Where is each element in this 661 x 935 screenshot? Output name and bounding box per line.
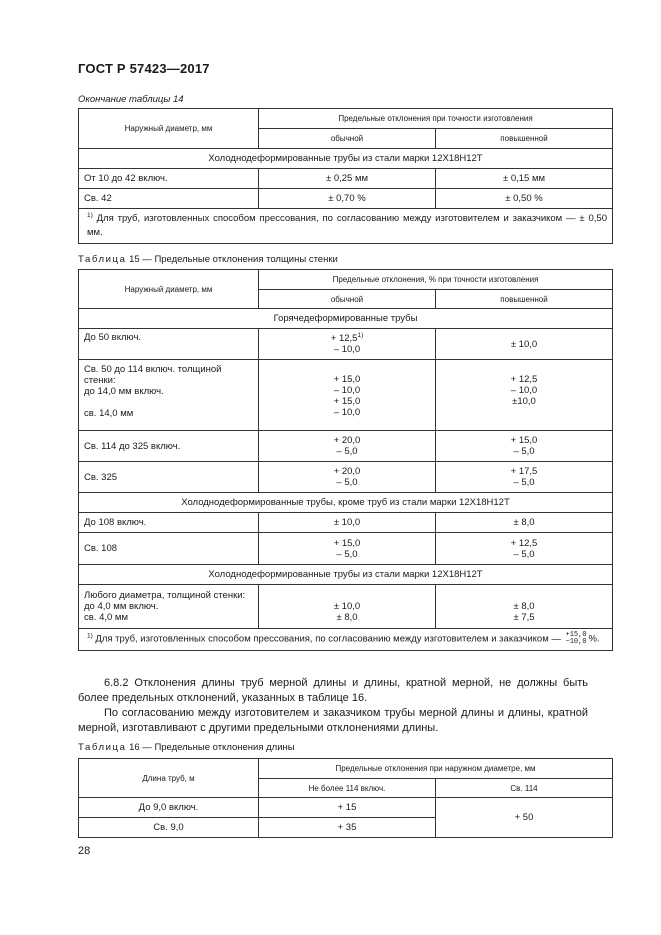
value-plus: + 12,5 — [330, 333, 358, 344]
caption-text: 16 — Предельные отклонения длины — [129, 742, 295, 753]
table-cell: ± 0,50 % — [436, 189, 613, 209]
footnote-mark: 1) — [87, 212, 93, 219]
row-label-line: до 14,0 мм включ. — [84, 386, 164, 397]
table-cell — [259, 360, 436, 431]
table-cell — [259, 462, 436, 493]
table-16-header-large: Св. 114 — [436, 779, 613, 798]
tolerance-fraction — [566, 632, 587, 646]
table-cell — [79, 585, 259, 629]
table-cell — [259, 329, 436, 360]
table-cell: Св. 325 — [79, 462, 259, 493]
table-cell — [259, 585, 436, 629]
table-15-header-diameter: Наружный диаметр, мм — [79, 270, 259, 309]
table-cell: До 108 включ. — [79, 513, 259, 533]
page-number: 28 — [78, 845, 91, 857]
value-line: + 15,0 — [333, 396, 361, 407]
table-row — [79, 431, 613, 462]
table-14 — [78, 108, 613, 244]
tolerance-lower: −10,0 — [565, 638, 587, 646]
table-14-section: Холоднодеформированные трубы из стали марки 12Х18Н12Т — [79, 149, 613, 169]
table-row — [79, 533, 613, 565]
table-15-header-normal: обычной — [259, 290, 436, 309]
table-14-header-diameter: Наружный диаметр, мм — [79, 109, 259, 149]
table-15-section-cold: Холоднодеформированные трубы из стали марки 12Х18Н12Т — [79, 565, 613, 585]
value-minus: – 10,0 — [333, 344, 361, 355]
table-cell: Св. 42 — [79, 189, 259, 209]
paragraph: 6.8.2 Отклонения длины труб мерной длины и длины, кратной мерной, не должны быть более предельных отклонений, указанных в таблице 16. — [78, 677, 588, 704]
tolerance-upper: +15,0 — [565, 631, 587, 639]
value-line: – 5,0 — [336, 548, 358, 560]
table-cell: До 50 включ. — [79, 329, 259, 360]
table-cell: ± 10,0 — [259, 513, 436, 533]
table-15 — [78, 269, 613, 651]
value-line: – 5,0 — [336, 446, 358, 457]
document-header-title: ГОСТ Р 57423—2017 — [78, 61, 210, 76]
table-row — [79, 189, 613, 209]
footnote-text: Для труб, изготовленных способом прессования, по согласованию между изготовителем и заказчиком — ± 0,50 мм. — [87, 213, 607, 238]
table-cell: До 9,0 включ. — [79, 798, 259, 818]
table-14-header-high: повышенной — [436, 129, 613, 149]
value-line: – 5,0 — [513, 548, 535, 560]
table-cell — [436, 462, 613, 493]
value-line: + 20,0 — [333, 466, 361, 477]
table-15-section-hot: Горячедеформированные трубы — [79, 309, 613, 329]
value-line: – 10,0 — [510, 385, 538, 396]
value-line: ±10,0 — [512, 396, 536, 407]
table-cell — [436, 431, 613, 462]
table-cell: ± 10,0 — [436, 329, 613, 360]
table-15-footnote — [79, 629, 613, 651]
caption-word: Таблица — [78, 742, 127, 753]
table-row — [79, 513, 613, 533]
value-line: ± 7,5 — [513, 612, 535, 623]
footnote-mark: 1) — [87, 632, 93, 640]
table-cell: От 10 до 42 включ. — [79, 169, 259, 189]
row-label-line: св. 4,0 мм — [84, 612, 128, 623]
table-cell: ± 0,15 мм — [436, 169, 613, 189]
value-line: – 10,0 — [333, 407, 361, 418]
table-cell — [436, 585, 613, 629]
row-label-line: Св. 50 до 114 включ. толщиной стенки: — [84, 364, 222, 386]
table-14-caption: Окончание таблицы 14 — [78, 94, 184, 105]
table-row — [79, 585, 613, 629]
section-6-8-2 — [78, 676, 588, 736]
value-line: + 15,0 — [510, 435, 538, 446]
row-label-line: до 4,0 мм включ. — [84, 601, 159, 612]
value-line: ± 8,0 — [336, 612, 358, 623]
table-15-header-group: Предельные отклонения, % при точности изготовления — [259, 270, 613, 290]
paragraph: По согласованию между изготовителем и заказчиком трубы мерной длины и длины, кратной мерной, изготавливают с другими предельными отклонениями длины. — [78, 707, 588, 734]
table-cell: + 50 — [436, 798, 613, 838]
table-cell: ± 0,25 мм — [259, 169, 436, 189]
table-cell: Св. 114 до 325 включ. — [79, 431, 259, 462]
footnote-mark: 1) — [357, 332, 364, 339]
table-16-header-small: Не более 114 включ. — [259, 779, 436, 798]
table-15-caption — [78, 254, 338, 265]
value-line: + 12,5 — [510, 537, 538, 549]
table-cell: + 35 — [259, 818, 436, 838]
value-line: – 10,0 — [333, 385, 361, 396]
value-line: – 5,0 — [513, 477, 535, 488]
table-15-header-high: повышенной — [436, 290, 613, 309]
value-line: + 20,0 — [333, 435, 361, 446]
table-row — [79, 798, 613, 818]
table-row — [79, 169, 613, 189]
footnote-text: Для труб, изготовленных способом прессования, по согласованию между изготовителем и заказчиком — — [95, 633, 561, 645]
table-row — [79, 329, 613, 360]
table-14-footnote — [79, 209, 613, 244]
value-line: + 15,0 — [333, 537, 361, 549]
row-label-line: св. 14,0 мм — [84, 408, 134, 419]
table-16-header-group: Предельные отклонения при наружном диаметре, мм — [259, 759, 613, 779]
table-cell — [259, 533, 436, 565]
table-row — [79, 462, 613, 493]
value-line: + 15,0 — [333, 374, 361, 385]
table-cell: ± 0,70 % — [259, 189, 436, 209]
table-16-header-length: Длина труб, м — [79, 759, 259, 798]
value-line: + 12,5 — [510, 374, 538, 385]
table-16-caption — [78, 742, 295, 753]
caption-text: 15 — Предельные отклонения толщины стенки — [129, 254, 338, 265]
value-line: + 17,5 — [510, 466, 538, 477]
value-line: ± 10,0 — [333, 601, 361, 612]
table-row — [79, 360, 613, 431]
table-cell: Св. 9,0 — [79, 818, 259, 838]
table-14-header-group: Предельные отклонения при точности изготовления — [259, 109, 613, 129]
table-cell — [436, 533, 613, 565]
table-16 — [78, 758, 613, 838]
table-14-header-normal: обычной — [259, 129, 436, 149]
footnote-unit: %. — [588, 633, 600, 645]
value-line: – 5,0 — [513, 446, 535, 457]
table-cell — [79, 360, 259, 431]
table-cell — [436, 360, 613, 431]
table-cell: Св. 108 — [79, 533, 259, 565]
value-line: ± 8,0 — [513, 601, 535, 612]
table-15-section-cold-except: Холоднодеформированные трубы, кроме труб из стали марки 12Х18Н12Т — [79, 493, 613, 513]
caption-word: Таблица — [78, 254, 127, 265]
row-label-line: Любого диаметра, толщиной стенки: — [84, 590, 246, 601]
table-cell: + 15 — [259, 798, 436, 818]
table-cell — [259, 431, 436, 462]
table-cell: ± 8,0 — [436, 513, 613, 533]
value-line: – 5,0 — [336, 477, 358, 488]
